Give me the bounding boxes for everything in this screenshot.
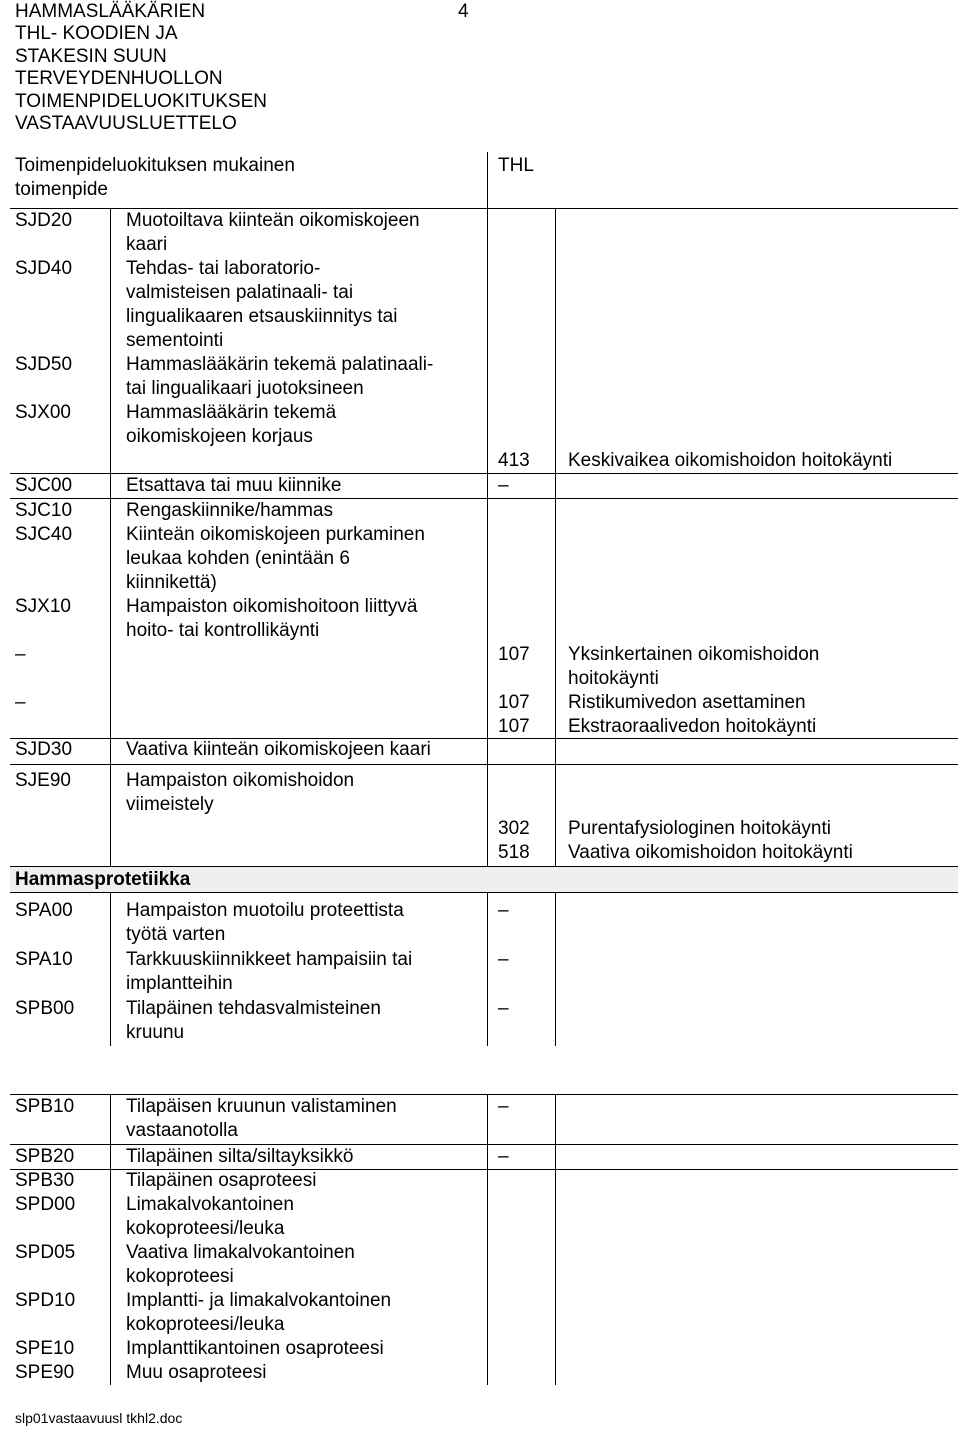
thl-code: – [498, 949, 509, 970]
procedure-description [126, 209, 420, 257]
procedure-code: SPB10 [15, 1096, 75, 1117]
procedure-description [126, 997, 381, 1045]
description-line: hoitokäynti [568, 668, 659, 689]
description-line: lingualikaaren etsauskiinnitys tai [126, 306, 398, 327]
procedure-code: SJX10 [15, 596, 71, 617]
column-divider [110, 208, 111, 866]
description-line: Etsattava tai muu kiinnike [126, 475, 342, 496]
document-title [15, 1, 267, 135]
title-line: TOIMENPIDELUOKITUKSEN [15, 90, 267, 112]
column-divider [110, 1094, 111, 1385]
description-line: Implanttikantoinen osaproteesi [126, 1338, 384, 1359]
procedure-description [126, 257, 397, 353]
title-line: VASTAAVUUSLUETTELO [15, 113, 237, 135]
description-line: kokoproteesi [126, 1266, 234, 1287]
description-line: Vaativa kiinteän oikomiskojeen kaari [126, 739, 431, 760]
thl-code: 107 [498, 644, 530, 665]
description-line: Hammaslääkärin tekemä palatinaali- [126, 354, 434, 375]
title-line: THL- KOODIEN JA [15, 23, 178, 45]
description-line: Ristikumivedon asettaminen [568, 692, 806, 713]
description-line: Kiinteän oikomiskojeen purkaminen [126, 524, 425, 545]
procedure-description [126, 1095, 397, 1143]
footer-filename: slp01vastaavuusl tkhl2.doc [15, 1410, 183, 1426]
description-line: tai lingualikaari juotoksineen [126, 378, 364, 399]
description-line: Hampaiston muotoilu proteettista [126, 900, 404, 921]
description-line: kiinnikettä) [126, 572, 217, 593]
procedure-code: – [15, 644, 26, 665]
procedure-code: SJX00 [15, 402, 71, 423]
title-line: STAKESIN SUUN [15, 45, 167, 67]
thl-code: 413 [498, 450, 530, 471]
description-line: kokoproteesi/leuka [126, 1218, 285, 1239]
description-line: Tilapäinen osaproteesi [126, 1170, 317, 1191]
procedure-description [126, 499, 333, 523]
procedure-code: SPB20 [15, 1146, 75, 1167]
procedure-description [126, 523, 425, 595]
thl-description [568, 449, 892, 473]
column-divider [555, 893, 556, 1046]
description-line: viimeistely [126, 794, 214, 815]
description-line: Tilapäinen silta/siltayksikkö [126, 1146, 354, 1167]
description-line: Rengaskiinnike/hammas [126, 500, 333, 521]
procedure-code: SPD05 [15, 1242, 76, 1263]
section-heading-row [10, 866, 958, 893]
column-header-line: toimenpide [15, 179, 108, 200]
description-line: Tarkkuuskiinnikkeet hampaisiin tai [126, 949, 413, 970]
column-divider [487, 893, 488, 1046]
thl-code: – [498, 1096, 509, 1117]
procedure-code: SPE10 [15, 1338, 75, 1359]
thl-description [568, 817, 831, 841]
procedure-description [126, 769, 354, 817]
description-line: valmisteisen palatinaali- tai [126, 282, 354, 303]
procedure-description [126, 1361, 266, 1385]
thl-code: – [498, 475, 509, 496]
thl-code: 107 [498, 692, 530, 713]
thl-code: – [498, 900, 509, 921]
procedure-code: SJC00 [15, 475, 73, 496]
procedure-description [126, 738, 431, 762]
description-line: Tilapäisen kruunun valistaminen [126, 1096, 397, 1117]
title-line: HAMMASLÄÄKÄRIEN [15, 1, 206, 22]
description-line: Ekstraoraalivedon hoitokäynti [568, 716, 817, 737]
description-line: Muotoiltava kiinteän oikomiskojeen [126, 210, 420, 231]
description-line: Yksinkertainen oikomishoidon [568, 644, 820, 665]
procedure-code: SPE90 [15, 1362, 75, 1383]
description-line: implantteihin [126, 973, 233, 994]
title-line: TERVEYDENHUOLLON [15, 68, 223, 90]
description-line: Hampaiston oikomishoitoon liittyvä [126, 596, 418, 617]
procedure-code: SJC10 [15, 500, 73, 521]
procedure-code: SPB30 [15, 1170, 75, 1191]
procedure-description [126, 595, 417, 643]
description-line: sementointi [126, 330, 224, 351]
procedure-code: SJD40 [15, 258, 73, 279]
description-line: Vaativa limakalvokantoinen [126, 1242, 355, 1263]
column-divider [487, 1094, 488, 1385]
procedure-description [126, 474, 341, 498]
description-line: hoito- tai kontrollikäynti [126, 620, 320, 641]
procedure-code: SJD20 [15, 210, 73, 231]
procedure-code: SJC40 [15, 524, 73, 545]
section-heading: Hammasprotetiikka [15, 869, 191, 890]
description-line: Purentafysiologinen hoitokäynti [568, 818, 832, 839]
description-line: kaari [126, 234, 168, 255]
description-line: Hammaslääkärin tekemä [126, 402, 337, 423]
description-line: Vaativa oikomishoidon hoitokäynti [568, 842, 853, 863]
column-header-line: Toimenpideluokituksen mukainen [15, 155, 295, 176]
procedure-code: SPD10 [15, 1290, 76, 1311]
column-header-procedure [15, 154, 295, 202]
column-divider [555, 1094, 556, 1385]
thl-code: – [498, 998, 509, 1019]
description-line: vastaanotolla [126, 1120, 238, 1141]
description-line: Limakalvokantoinen [126, 1194, 294, 1215]
procedure-description [126, 1289, 391, 1337]
thl-code: – [498, 1146, 509, 1167]
description-line: Muu osaproteesi [126, 1362, 267, 1383]
procedure-description [126, 1241, 355, 1289]
procedure-description [126, 1337, 384, 1361]
thl-code: 518 [498, 842, 530, 863]
description-line: Implantti- ja limakalvokantoinen [126, 1290, 392, 1311]
procedure-description [126, 353, 433, 401]
procedure-code: – [15, 692, 26, 713]
column-divider [555, 208, 556, 866]
description-line: kokoproteesi/leuka [126, 1314, 285, 1335]
procedure-code: SJD50 [15, 354, 73, 375]
column-divider [110, 893, 111, 1046]
procedure-code: SPD00 [15, 1194, 76, 1215]
description-line: leukaa kohden (enintään 6 [126, 548, 350, 569]
description-line: Keskivaikea oikomishoidon hoitokäynti [568, 450, 893, 471]
procedure-description [126, 948, 412, 996]
description-line: Tilapäinen tehdasvalmisteinen [126, 998, 381, 1019]
description-line: työtä varten [126, 924, 226, 945]
procedure-code: SPA00 [15, 900, 73, 921]
description-line: Tehdas- tai laboratorio- [126, 258, 321, 279]
thl-description [568, 643, 819, 691]
procedure-description [126, 1193, 294, 1241]
procedure-code: SJD30 [15, 739, 73, 760]
procedure-description [126, 899, 404, 947]
thl-description [568, 715, 816, 739]
table-rule [10, 764, 958, 765]
procedure-description [126, 1169, 316, 1193]
description-line: kruunu [126, 1022, 185, 1043]
thl-code: 107 [498, 716, 530, 737]
page-number: 4 [458, 1, 469, 22]
column-header-thl: THL [498, 155, 534, 176]
description-line: Hampaiston oikomishoidon [126, 770, 355, 791]
procedure-description [126, 401, 336, 449]
procedure-code: SPB00 [15, 998, 75, 1019]
procedure-description [126, 1145, 353, 1169]
thl-description [568, 841, 853, 865]
procedure-code: SPA10 [15, 949, 73, 970]
thl-description [568, 691, 806, 715]
thl-code: 302 [498, 818, 530, 839]
description-line: oikomiskojeen korjaus [126, 426, 313, 447]
procedure-code: SJE90 [15, 770, 71, 791]
column-divider [487, 152, 488, 866]
